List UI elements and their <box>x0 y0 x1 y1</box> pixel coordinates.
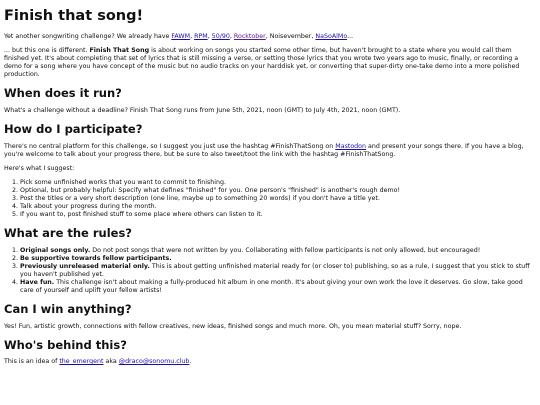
description-paragraph <box>4 47 536 79</box>
heading-rules: What are the rules? <box>4 225 132 240</box>
separator: , <box>190 33 195 41</box>
heading-participate: How do I participate? <box>4 122 143 137</box>
intro-ellipsis: ... <box>347 33 354 41</box>
list-item <box>20 255 536 263</box>
rules-list <box>4 247 536 295</box>
intro-lead: Yet another songwriting challenge? We already have <box>4 33 172 41</box>
participate-text-after: and present your songs there. If you have a blog, you're welcome to talk about your progress there, but be sure to also tweet/toot the link with the hashtag #FinishThatSong. <box>4 142 524 158</box>
challenge-name: Finish That Song <box>89 47 150 55</box>
noisevember-text: Noisevember <box>269 33 312 41</box>
participate-text-before: There's no central platform for this challenge, so I suggest you just use the hashtag #FinishThatSong on <box>4 142 336 150</box>
link-rpm[interactable]: RPM <box>194 33 208 41</box>
rule-title: Previously unreleased material only. <box>20 262 150 270</box>
description-prefix: ... but this one is different. <box>4 47 90 55</box>
win-paragraph: Yes! Fun, artistic growth, connections with fellow creatives, new ideas, finished songs and much more. Oh, you mean material stuff? Sorry, nope. <box>4 322 462 330</box>
description-body: is about working on songs you started some other time, but haven't brought to a state where you would call them finished yet. It's about completing that set of lyrics that is still missing a verse, or setting those lyrics that you wrote two years ago to music, finally, or recording a demo for a song where you have concept of the music but no audio tracks on your harddisk yet, or converting that super-dirty one-take demo into a more polished production. <box>4 47 520 79</box>
list-item: 4. Talk about your progress during the month. <box>20 203 536 211</box>
heading-win: Can I win anything? <box>4 301 132 316</box>
link-rocktober[interactable]: Rocktober <box>233 33 266 41</box>
heading-who: Who's behind this? <box>4 337 127 352</box>
separator: , <box>265 33 270 41</box>
link-50-90[interactable]: 50/90 <box>211 33 230 41</box>
who-text-before: This is an idea of <box>4 358 60 366</box>
heading-when: When does it run? <box>4 86 122 101</box>
list-item <box>20 279 536 295</box>
list-item: 3. Post the titles or a very short description (one line, maybe up to something 20 words) if you don't have a title yet. <box>20 195 536 203</box>
page-title: Finish that song! <box>4 8 144 24</box>
link-fawm[interactable]: FAWM <box>171 33 191 41</box>
rule-text: This challenge isn't about making a fully-produced hit album in one month. It's about giving your own work the love it deserves. Go slow, take good care of yourself and uplift your fellow artists! <box>20 278 523 294</box>
link-mastodon[interactable]: Mastodon <box>335 142 367 150</box>
separator: , <box>207 33 212 41</box>
who-middle: aka <box>103 358 119 366</box>
steps-list <box>4 179 536 219</box>
rule-title: Have fun. <box>20 278 55 286</box>
link-the-emergent[interactable]: the_emergent <box>59 358 104 366</box>
rule-text: This is about getting unfinished material ready for (or closer to) publishing, so as a rule, I suggest that you stick to stuff you haven't published yet. <box>20 262 530 278</box>
who-end: . <box>189 358 192 366</box>
list-item: 2. Optional, but probably helpful: Specify what defines "finished" for you. One person's "finished" is another's rough demo! <box>20 187 536 195</box>
separator: , <box>311 33 316 41</box>
rule-title: Be supportive towards fellow participants. <box>20 254 172 262</box>
link-nasoalmo[interactable]: NaSoAlMo <box>315 33 348 41</box>
participate-paragraph <box>4 143 536 159</box>
intro-paragraph <box>4 33 536 41</box>
list-item: 5. If you want to, post finished stuff to some place where others can listen to it. <box>20 211 536 219</box>
separator: , <box>229 33 234 41</box>
suggest-paragraph: Here's what I suggest: <box>4 164 75 172</box>
rule-text: Do not post songs that were not written by you. Collaborating with fellow participants is not only allowed, but encouraged! <box>90 246 481 254</box>
list-item <box>20 247 536 255</box>
list-item <box>20 263 536 279</box>
list-item: 1. Pick some unfinished works that you want to commit to finishing. <box>20 179 536 187</box>
link-draco[interactable]: @draco@sonomu.club <box>118 358 190 366</box>
who-paragraph <box>4 358 536 366</box>
rule-title: Original songs only. <box>20 246 91 254</box>
when-paragraph: What's a challenge without a deadline? Finish That Song runs from June 5th, 2021, noon (GMT) to July 4th, 2021, noon (GMT). <box>4 107 401 115</box>
